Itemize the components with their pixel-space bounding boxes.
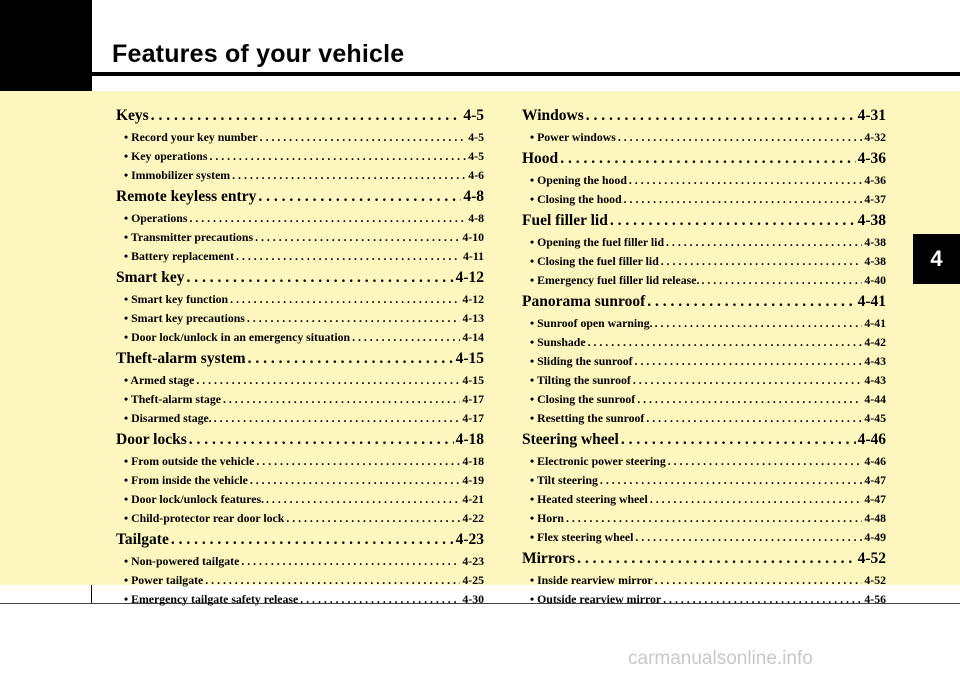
toc-section-label: Mirrors (522, 550, 576, 567)
page-number: 4-38 (857, 212, 886, 229)
toc-entry-label: • Flex steering wheel (530, 530, 634, 544)
page-number: 4-47 (864, 492, 886, 506)
dot-leader (230, 290, 460, 309)
toc-section-label: Hood (522, 150, 559, 167)
page-number: 4-5 (468, 149, 484, 163)
dot-leader (189, 428, 454, 452)
toc-section[interactable] (522, 290, 886, 314)
toc-entry-label: • Transmitter precautions (124, 230, 254, 244)
toc-section[interactable] (522, 147, 886, 171)
dot-leader (241, 552, 460, 571)
toc-entry-label: • Tilting the sunroof (530, 373, 631, 387)
toc-entry-label: • Smart key precautions (124, 311, 245, 325)
dot-leader (171, 528, 454, 552)
page-number: 4-18 (462, 454, 484, 468)
toc-entry-label: • Record your key number (124, 130, 258, 144)
dot-leader (186, 266, 453, 290)
page-number: 4-46 (857, 431, 886, 448)
dot-leader (588, 333, 863, 352)
page-number: 4-21 (462, 492, 484, 506)
page-number: 4-47 (864, 473, 886, 487)
page-number: 4-46 (864, 454, 886, 468)
dot-leader (663, 590, 862, 609)
toc-entry[interactable] (116, 247, 484, 266)
dot-leader (586, 104, 856, 128)
toc-entry-label: • Outside rearview mirror (530, 592, 662, 606)
toc-entry-label: • From inside the vehicle (124, 473, 248, 487)
dot-leader (635, 528, 862, 547)
toc-section[interactable] (116, 528, 484, 552)
page-number: 4-13 (462, 311, 484, 325)
dot-leader (577, 547, 856, 571)
toc-entry[interactable] (116, 509, 484, 528)
toc-entry[interactable] (522, 509, 886, 528)
toc-entry-label: • Disarmed stage. (124, 411, 212, 425)
dot-leader (668, 452, 863, 471)
toc-entry[interactable] (522, 371, 886, 390)
page-number: 4-15 (455, 350, 484, 367)
toc-entry[interactable] (116, 309, 484, 328)
dot-leader (618, 128, 863, 147)
toc-entry[interactable] (116, 147, 484, 166)
page-number: 4-12 (455, 269, 484, 286)
page-number: 4-23 (455, 531, 484, 548)
toc-entry[interactable] (522, 252, 886, 271)
dot-leader (629, 171, 862, 190)
page-number: 4-48 (864, 511, 886, 525)
dot-leader (223, 390, 460, 409)
toc-section-label: Smart key (116, 269, 185, 286)
page-number: 4-45 (864, 411, 886, 425)
dot-leader (666, 233, 862, 252)
page-number: 4-49 (864, 530, 886, 544)
dot-leader (624, 190, 863, 209)
page-number: 4-42 (864, 335, 886, 349)
toc-entry[interactable] (116, 452, 484, 471)
toc-section-label: Keys (116, 107, 149, 124)
toc-entry-label: • Battery replacement (124, 249, 235, 263)
page-number: 4-36 (864, 173, 886, 187)
dot-leader (256, 452, 460, 471)
page-number: 4-40 (864, 273, 886, 287)
page-number: 4-38 (864, 254, 886, 268)
toc-entry-label: • Door lock/unlock in an emergency situation (124, 330, 351, 344)
black-corner-tab (0, 0, 92, 91)
toc-entry-label: • Horn (530, 511, 564, 525)
page-number: 4-19 (462, 473, 484, 487)
toc-entry[interactable] (116, 371, 484, 390)
toc-entry[interactable] (522, 233, 886, 252)
toc-entry[interactable] (522, 452, 886, 471)
toc-entry[interactable] (522, 171, 886, 190)
page-number: 4-52 (857, 550, 886, 567)
page-number: 4-52 (864, 573, 886, 587)
page-number: 4-23 (462, 554, 484, 568)
dot-leader (661, 252, 863, 271)
page-number: 4-38 (864, 235, 886, 249)
toc-entry[interactable] (522, 190, 886, 209)
watermark: carmanualsonline.info (628, 648, 813, 669)
toc-entry-label: • Resetting the sunroof (530, 411, 645, 425)
page-number: 4-14 (462, 330, 484, 344)
dot-leader (209, 147, 466, 166)
dot-leader (255, 228, 460, 247)
page-number: 4-8 (463, 188, 484, 205)
toc-entry[interactable] (116, 209, 484, 228)
toc-entry[interactable] (522, 590, 886, 609)
dot-leader (560, 147, 855, 171)
page-number: 4-10 (462, 230, 484, 244)
dot-leader (647, 290, 855, 314)
page-number: 4-32 (864, 130, 886, 144)
page-number: 4-17 (462, 392, 484, 406)
toc-section-label: Windows (522, 107, 584, 124)
toc-entry[interactable] (522, 128, 886, 147)
dot-leader (247, 309, 460, 328)
dot-leader (258, 185, 461, 209)
page-number: 4-44 (864, 392, 886, 406)
toc-section[interactable] (522, 209, 886, 233)
toc-entry-label: • Power tailgate (124, 573, 204, 587)
toc-entry-label: • From outside the vehicle (124, 454, 255, 468)
page-number: 4-30 (462, 592, 484, 606)
toc-section-label: Panorama sunroof (522, 293, 646, 310)
toc-section[interactable] (116, 428, 484, 452)
toc-entry-label: • Heated steering wheel (530, 492, 648, 506)
toc-entry[interactable] (116, 571, 484, 590)
page-number: 4-8 (468, 211, 484, 225)
toc-entry-label: • Armed stage (124, 373, 195, 387)
toc-section-label: Remote keyless entry (116, 188, 257, 205)
page-number: 4-56 (864, 592, 886, 606)
page-number: 4-5 (463, 107, 484, 124)
dot-leader (151, 104, 462, 128)
page-number: 4-37 (864, 192, 886, 206)
dot-leader (236, 247, 461, 266)
toc-entry[interactable] (522, 471, 886, 490)
toc-section[interactable] (522, 104, 886, 128)
dot-leader (250, 471, 461, 490)
toc-section[interactable] (116, 266, 484, 290)
toc-entry-label: • Closing the sunroof (530, 392, 636, 406)
page-number: 4-18 (455, 431, 484, 448)
dot-leader (646, 409, 862, 428)
toc-entry-label: • Closing the fuel filler lid (530, 254, 659, 268)
toc-column-left (116, 104, 484, 609)
page-title: Features of your vehicle (112, 40, 405, 68)
toc-entry-label: • Child-protector rear door lock (124, 511, 285, 525)
toc-entry[interactable] (522, 271, 886, 290)
toc-entry-label: • Operations (124, 211, 188, 225)
dot-leader (655, 571, 863, 590)
toc-section-label: Theft-alarm system (116, 350, 246, 367)
toc-entry-label: • Theft-alarm stage (124, 392, 221, 406)
dot-leader (260, 128, 467, 147)
dot-leader (189, 209, 466, 228)
page-number: 4-15 (462, 373, 484, 387)
toc-entry[interactable] (116, 328, 484, 347)
toc-entry-label: • Sliding the sunroof (530, 354, 633, 368)
dot-leader (701, 271, 862, 290)
toc-entry[interactable] (522, 528, 886, 547)
toc-section-label: Tailgate (116, 531, 169, 548)
toc-section-label: Fuel filler lid (522, 212, 608, 229)
toc-entry[interactable] (116, 590, 484, 609)
page-number: 4-12 (462, 292, 484, 306)
page-number: 4-41 (857, 293, 886, 310)
toc-entry-label: • Sunroof open warning. (530, 316, 653, 330)
toc-section[interactable] (522, 547, 886, 571)
page-number: 4-43 (864, 373, 886, 387)
dot-leader (637, 390, 862, 409)
toc-entry[interactable] (522, 390, 886, 409)
dot-leader (286, 509, 460, 528)
toc-entry-label: • Opening the hood (530, 173, 627, 187)
dot-leader (655, 314, 863, 333)
toc-entry[interactable] (116, 228, 484, 247)
page-number: 4-31 (857, 107, 886, 124)
dot-leader (205, 571, 460, 590)
page-number: 4-5 (468, 130, 484, 144)
page-number: 4-17 (462, 411, 484, 425)
toc-entry[interactable] (116, 552, 484, 571)
toc-section-label: Steering wheel (522, 431, 619, 448)
toc-entry[interactable] (522, 314, 886, 333)
toc-entry-label: • Inside rearview mirror (530, 573, 653, 587)
toc-entry[interactable] (522, 333, 886, 352)
toc-section[interactable] (116, 104, 484, 128)
header-rule (92, 72, 960, 76)
toc-entry[interactable] (116, 128, 484, 147)
page-number: 4-43 (864, 354, 886, 368)
toc-entry-label: • Door lock/unlock features. (124, 492, 265, 506)
page-number: 4-36 (857, 150, 886, 167)
toc-section-label: Door locks (116, 431, 187, 448)
toc-entry[interactable] (116, 166, 484, 185)
toc-column-right (522, 104, 886, 609)
toc-entry-label: • Non-powered tailgate (124, 554, 240, 568)
toc-entry[interactable] (116, 490, 484, 509)
page-number: 4-25 (462, 573, 484, 587)
dot-leader (610, 209, 856, 233)
page-number: 4-41 (864, 316, 886, 330)
toc-entry-label: • Tilt steering (530, 473, 598, 487)
dot-leader (635, 352, 863, 371)
toc-entry-label: • Emergency fuel filler lid release. (530, 273, 700, 287)
dot-leader (650, 490, 863, 509)
toc-entry-label: • Sunshade (530, 335, 586, 349)
toc-entry-label: • Closing the hood (530, 192, 622, 206)
toc-entry-label: • Opening the fuel filler lid (530, 235, 665, 249)
page-number: 4-6 (468, 168, 484, 182)
dot-leader (266, 490, 460, 509)
toc-section[interactable] (116, 347, 484, 371)
toc-entry-label: • Immobilizer system (124, 168, 231, 182)
toc-entry-label: • Emergency tailgate safety release (124, 592, 299, 606)
toc-entry-label: • Key operations (124, 149, 208, 163)
toc-entry[interactable] (116, 409, 484, 428)
toc-entry[interactable] (522, 490, 886, 509)
toc-entry[interactable] (522, 352, 886, 371)
dot-leader (600, 471, 862, 490)
chapter-tab[interactable]: 4 (913, 234, 960, 284)
toc-entry-label: • Smart key function (124, 292, 229, 306)
dot-leader (196, 371, 460, 390)
toc-entry[interactable] (522, 409, 886, 428)
dot-leader (352, 328, 460, 347)
toc-section[interactable] (522, 428, 886, 452)
toc-entry[interactable] (116, 390, 484, 409)
toc-section[interactable] (116, 185, 484, 209)
page-number: 4-22 (462, 511, 484, 525)
dot-leader (214, 409, 461, 428)
toc-entry[interactable] (116, 290, 484, 309)
dot-leader (621, 428, 856, 452)
dot-leader (248, 347, 454, 371)
toc-entry[interactable] (522, 571, 886, 590)
dot-leader (633, 371, 863, 390)
dot-leader (232, 166, 466, 185)
dot-leader (566, 509, 862, 528)
toc-entry-label: • Electronic power steering (530, 454, 666, 468)
page-number: 4-11 (463, 249, 484, 263)
dot-leader (300, 590, 460, 609)
toc-entry-label: • Power windows (530, 130, 616, 144)
toc-entry[interactable] (116, 471, 484, 490)
